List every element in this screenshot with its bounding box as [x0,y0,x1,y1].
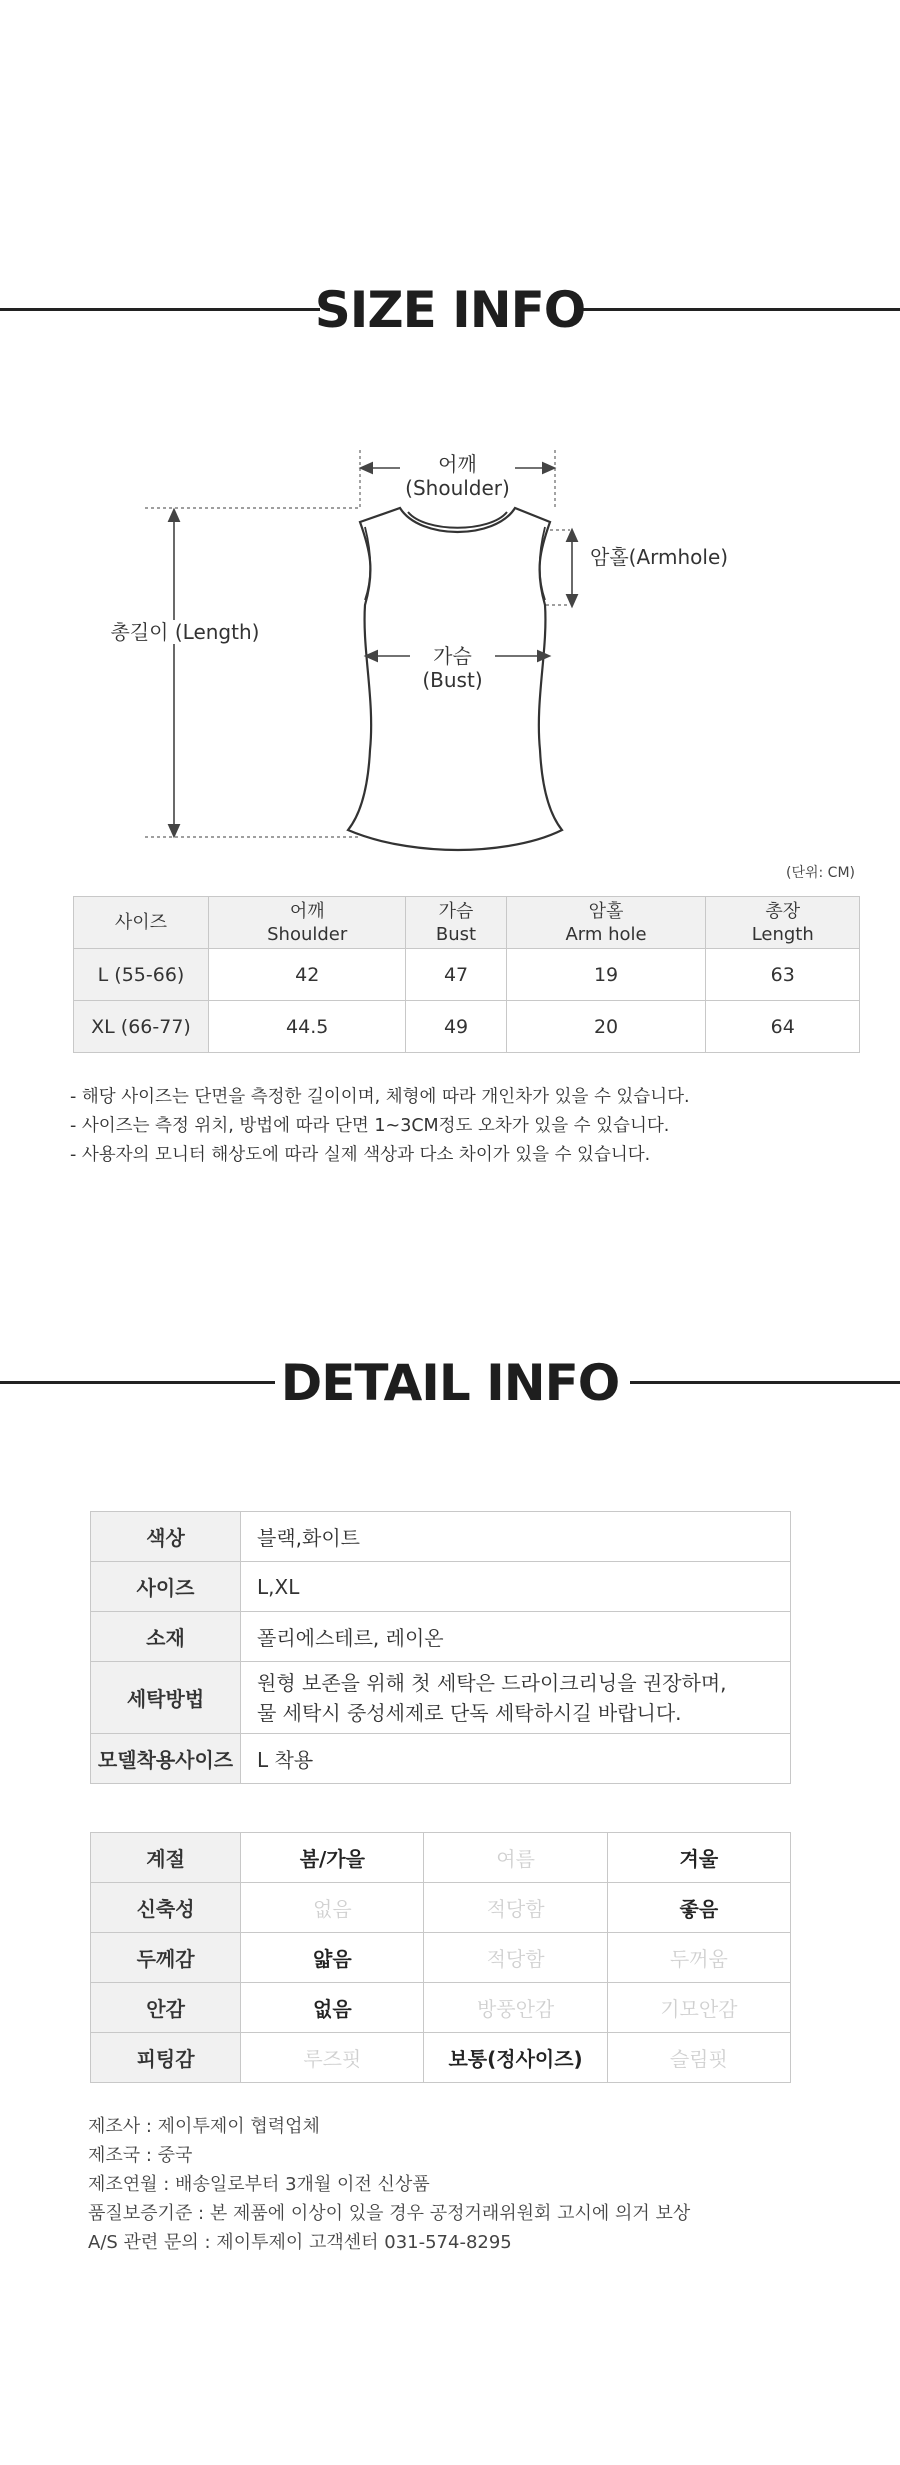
feel-option: 없음 [241,1983,424,2033]
table-row [91,1833,791,1883]
feel-label: 계절 [91,1833,241,1883]
feel-option: 적당함 [424,1883,607,1933]
header-armhole: 암홀 Arm hole [506,897,706,949]
shoulder-label: 어깨 (Shoulder) [400,452,515,500]
size-cell: XL (66-77) [74,1001,209,1053]
detail-label: 소재 [91,1612,241,1662]
detail-label: 색상 [91,1512,241,1562]
detail-label: 사이즈 [91,1562,241,1612]
maker-line: 제조사 : 제이투제이 협력업체 [88,2116,320,2137]
armhole-label: 암홀(Armhole) [590,545,729,569]
value-cell: 44.5 [209,1001,406,1053]
maker-line: 품질보증기준 : 본 제품에 이상이 있을 경우 공정거래위원회 고시에 의거 보상 [88,2203,691,2224]
table-row [91,1662,791,1734]
size-cell: L (55-66) [74,949,209,1001]
note-line: - 해당 사이즈는 단면을 측정한 길이이며, 체형에 따라 개인차가 있을 수 있습니다. [70,1087,690,1107]
table-row [91,1983,791,2033]
unit-label: (단위: CM) [786,865,855,881]
size-table [73,896,860,1053]
feel-option: 겨울 [607,1833,790,1883]
feel-option: 봄/가을 [241,1833,424,1883]
table-row [91,2033,791,2083]
feel-option: 없음 [241,1883,424,1933]
detail-table [90,1511,791,1784]
feel-label: 신축성 [91,1883,241,1933]
value-cell: 19 [506,949,706,1001]
detail-value: L,XL [241,1562,791,1612]
value-cell: 47 [406,949,506,1001]
value-cell: 20 [506,1001,706,1053]
header-shoulder: 어깨 Shoulder [209,897,406,949]
feel-table [90,1832,791,2083]
feel-option: 적당함 [424,1933,607,1983]
header-length: 총장 Length [706,897,860,949]
feel-option: 여름 [424,1833,607,1883]
value-cell: 63 [706,949,860,1001]
feel-option: 슬림핏 [607,2033,790,2083]
maker-line: 제조국 : 중국 [88,2145,193,2166]
size-info-title: SIZE INFO [314,281,586,339]
length-label: 총길이 (Length) [105,620,265,644]
value-cell: 49 [406,1001,506,1053]
feel-label: 안감 [91,1983,241,2033]
size-diagram [0,430,900,860]
detail-value: 원형 보존을 위해 첫 세탁은 드라이크리닝을 권장하며, 물 세탁시 중성세제로 단독 세탁하시길 바랍니다. [241,1662,791,1734]
maker-line: A/S 관련 문의 : 제이투제이 고객센터 031-574-8295 [88,2232,512,2253]
feel-label: 피팅감 [91,2033,241,2083]
detail-label: 모델착용사이즈 [91,1734,241,1784]
table-row [91,1883,791,1933]
feel-option: 두꺼움 [607,1933,790,1983]
table-row [91,1933,791,1983]
value-cell: 64 [706,1001,860,1053]
feel-option: 기모안감 [607,1983,790,2033]
size-table-header [74,897,860,949]
header-size: 사이즈 [74,897,209,949]
header-bust: 가슴 Bust [406,897,506,949]
table-row [91,1512,791,1562]
feel-option: 보통(정사이즈) [424,2033,607,2083]
feel-label: 두께감 [91,1933,241,1983]
size-notes [70,1083,690,1170]
value-cell: 42 [209,949,406,1001]
note-line: - 사이즈는 측정 위치, 방법에 따라 단면 1~3CM정도 오차가 있을 수 있습니다. [70,1116,670,1136]
table-row [74,1001,860,1053]
detail-label: 세탁방법 [91,1662,241,1734]
size-info-heading [0,275,900,345]
feel-option: 루즈핏 [241,2033,424,2083]
feel-option: 좋음 [607,1883,790,1933]
maker-line: 제조연월 : 배송일로부터 3개월 이전 신상품 [88,2174,430,2195]
feel-option: 얇음 [241,1933,424,1983]
note-line: - 사용자의 모니터 해상도에 따라 실제 색상과 다소 차이가 있을 수 있습니다. [70,1145,651,1165]
detail-info-title: DETAIL INFO [280,1354,620,1412]
table-row [74,949,860,1001]
detail-value: 블랙,화이트 [241,1512,791,1562]
detail-info-heading [0,1348,900,1418]
detail-value: L 착용 [241,1734,791,1784]
detail-value: 폴리에스테르, 레이온 [241,1612,791,1662]
table-row [91,1612,791,1662]
feel-option: 방풍안감 [424,1983,607,2033]
bust-label: 가슴 (Bust) [410,644,495,692]
maker-info [88,2112,690,2257]
table-row [91,1734,791,1784]
table-row [91,1562,791,1612]
